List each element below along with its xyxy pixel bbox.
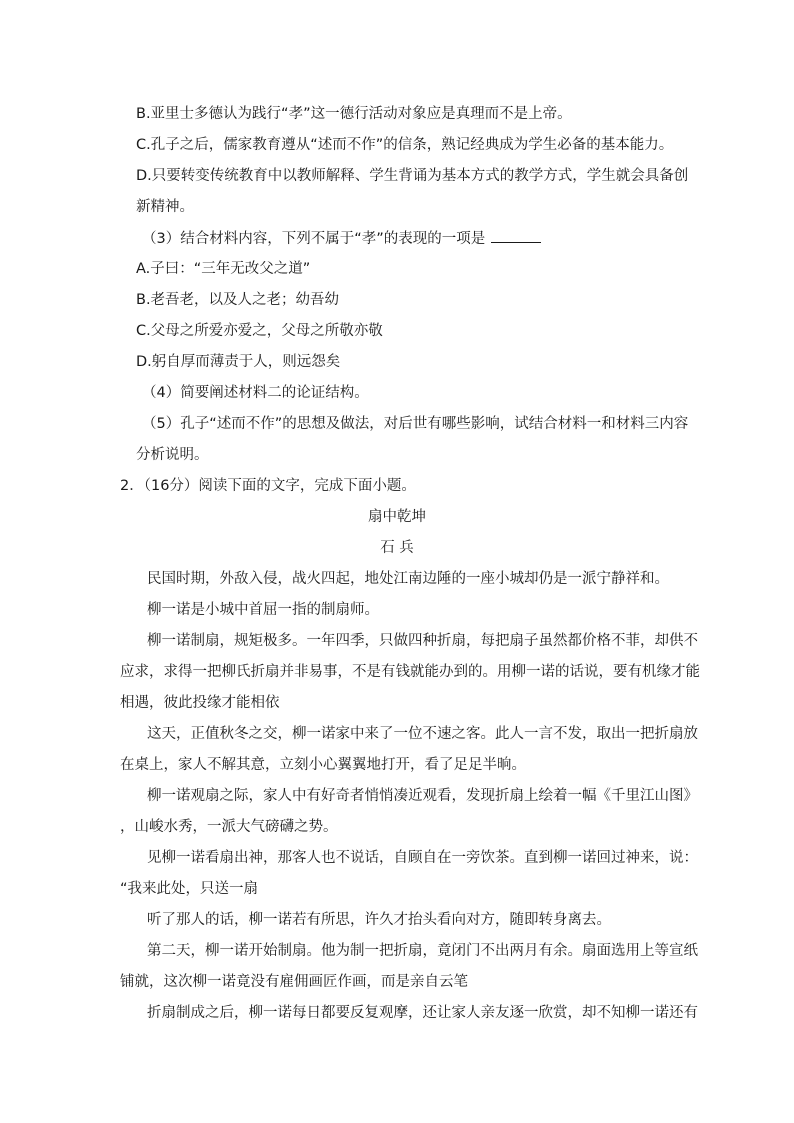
story-paragraph-continuation: ，山峻水秀，一派大气磅礴之势。 bbox=[120, 819, 338, 835]
question-5-continuation: 分析说明。 bbox=[136, 447, 209, 463]
option-d-continuation: 新精神。 bbox=[136, 199, 194, 215]
question-3 bbox=[142, 228, 541, 249]
story-paragraph: 第二天，柳一诺开始制扇。他为制一把折扇，竟闭门不出两月有余。扇面选用上等宣纸 bbox=[147, 943, 698, 959]
story-paragraph: 见柳一诺看扇出神，那客人也不说话，自顾自在一旁饮茶。直到柳一诺回过神来，说： bbox=[147, 850, 698, 866]
q3-option-b: B.老吾老，以及人之老；幼吾幼 bbox=[136, 292, 340, 308]
question-5: （5）孔子“述而不作”的思想及做法，对后世有哪些影响，试结合材料一和材料三内容 bbox=[142, 416, 689, 432]
story-title: 扇中乾坤 bbox=[368, 509, 426, 525]
story-paragraph-continuation: “我来此处，只送一扇 bbox=[120, 881, 259, 897]
story-paragraph: 柳一诺制扇，规矩极多。一年四季，只做四种折扇，每把扇子虽然都价格不菲，却供不 bbox=[147, 633, 698, 649]
story-paragraph: 这天，正值秋冬之交，柳一诺家中来了一位不速之客。此人一言不发，取出一把折扇放 bbox=[147, 726, 698, 742]
story-paragraph: 柳一诺是小城中首屈一指的制扇师。 bbox=[147, 602, 379, 618]
story-author: 石 兵 bbox=[380, 540, 414, 556]
story-paragraph-continuation: 在桌上，家人不解其意，立刻小心翼翼地打开，看了足足半晌。 bbox=[120, 757, 526, 773]
q3-option-c: C.父母之所爱亦爱之，父母之所敬亦敬 bbox=[136, 323, 383, 339]
story-paragraph-continuation: 应求，求得一把柳氏折扇并非易事，不是有钱就能办到的。用柳一诺的话说，要有机缘才能 bbox=[120, 664, 700, 680]
answer-blank[interactable] bbox=[491, 228, 541, 243]
question-3-text: （3）结合材料内容，下列不属于“孝”的表现的一项是 bbox=[142, 231, 486, 247]
story-paragraph-continuation: 铺就，这次柳一诺竟没有雇佣画匠作画，而是亲自云笔 bbox=[120, 974, 468, 990]
option-c-line: C.孔子之后，儒家教育遵从“述而不作”的信条，熟记经典成为学生必备的基本能力。 bbox=[136, 137, 674, 153]
story-paragraph: 柳一诺观扇之际，家人中有好奇者悄悄凑近观看，发现折扇上绘着一幅《千里江山图》 bbox=[147, 788, 698, 804]
story-paragraph-continuation: 相遇，彼此投缘才能相依 bbox=[120, 695, 280, 711]
q3-option-a: A.子曰：“三年无改父之道” bbox=[136, 261, 311, 277]
story-paragraph: 听了那人的话，柳一诺若有所思，许久才抬头看向对方，随即转身离去。 bbox=[147, 912, 611, 928]
story-paragraph: 折扇制成之后，柳一诺每日都要反复观摩，还让家人亲友逐一欣赏，却不知柳一诺还有 bbox=[147, 1005, 698, 1021]
option-d-line: D.只要转变传统教育中以教师解释、学生背诵为基本方式的教学方式，学生就会具备创 bbox=[136, 168, 689, 184]
question-2-heading: 2．（16分）阅读下面的文字，完成下面小题。 bbox=[120, 478, 416, 494]
question-4: （4）简要阐述材料二的论证结构。 bbox=[142, 385, 369, 401]
story-paragraph: 民国时期，外敌入侵，战火四起，地处江南边陲的一座小城却仍是一派宁静祥和。 bbox=[147, 571, 669, 587]
q3-option-d: D.躬自厚而薄责于人，则远怨矣 bbox=[136, 354, 341, 370]
option-b-line: B.亚里士多德认为践行“孝”这一德行活动对象应是真理而不是上帝。 bbox=[136, 106, 572, 122]
